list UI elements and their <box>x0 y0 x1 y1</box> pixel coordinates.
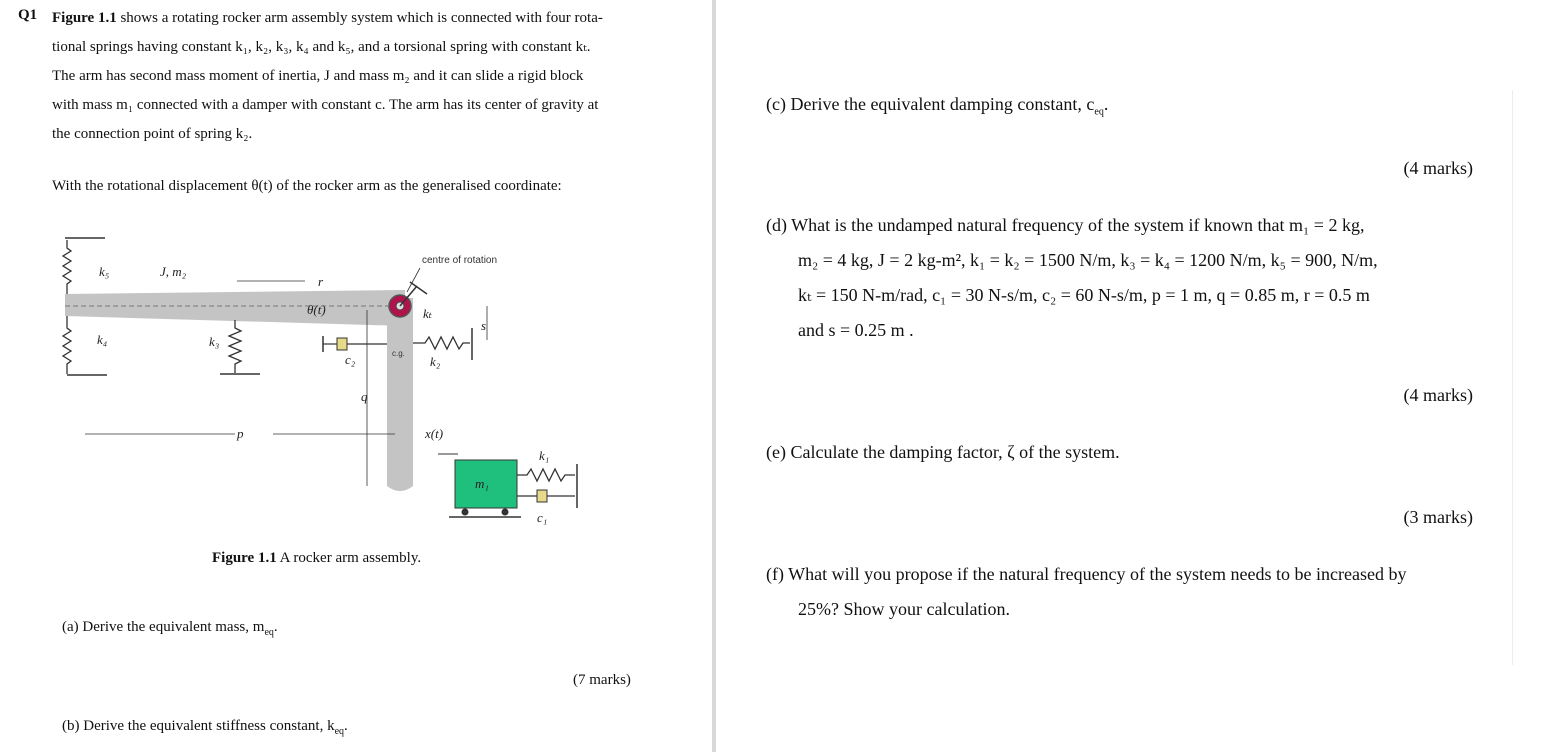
label-r: r <box>318 274 324 289</box>
figure-caption <box>212 550 421 567</box>
part-a-subscript: eq <box>264 627 274 638</box>
coordinate-text: With the rotational displacement θ(t) of the rocker arm as the generalised coordinate: <box>52 178 562 194</box>
intro-line-2: tional springs having constant k₁, k₂, k₃, k₄ and k₅, and a torsional spring with constant kₜ. <box>52 39 591 55</box>
wheel-left <box>462 509 469 516</box>
left-page <box>0 0 712 752</box>
part-a-marks: (7 marks) <box>573 672 631 688</box>
intro-line-5: the connection point of spring k₂. <box>52 126 253 142</box>
label-J-m2: J, m₂ <box>160 264 187 279</box>
part-d-line-4: and s = 0.25 m . <box>798 320 914 340</box>
part-b-end: . <box>344 718 348 734</box>
part-f-line-1: (f) What will you propose if the natural frequency of the system needs to be increased by <box>766 564 1407 584</box>
spring-k3 <box>229 320 241 373</box>
part-d-marks: (4 marks) <box>1403 385 1473 405</box>
spring-k2 <box>413 337 470 349</box>
question-intro <box>52 4 652 149</box>
label-k2: k₂ <box>430 354 441 369</box>
spring-k5 <box>63 240 71 296</box>
intro-line-4: with mass m₁ connected with a damper with constant c. The arm has its center of gravity at <box>52 97 599 113</box>
label-kt: kₜ <box>423 306 432 321</box>
label-s: s <box>481 318 487 333</box>
part-b-text: (b) Derive the equivalent stiffness constant, k <box>62 718 335 734</box>
damper-c1 <box>537 490 547 502</box>
part-d-line-1: (d) What is the undamped natural frequency of the system if known that m₁ = 2 kg, <box>766 215 1365 235</box>
label-theta: θ(t) <box>307 302 326 317</box>
part-c <box>766 94 1108 118</box>
intro-line-1-text: shows a rotating rocker arm assembly system which is connected with four rota- <box>116 10 603 26</box>
damper-c2 <box>337 338 347 350</box>
rocker-arm-figure <box>55 228 595 538</box>
part-a-end: . <box>273 619 278 635</box>
right-page <box>716 0 1542 752</box>
caption-text: A rocker arm assembly. <box>276 550 422 566</box>
label-k5: k₅ <box>99 264 110 279</box>
label-k3: k₃ <box>209 334 220 349</box>
part-c-text: (c) Derive the equivalent damping constant, c <box>766 94 1095 114</box>
label-q: q <box>361 389 368 404</box>
part-c-marks: (4 marks) <box>1403 158 1473 178</box>
wheel-right <box>502 509 509 516</box>
part-a-text: (a) Derive the equivalent mass, m <box>62 619 265 635</box>
part-b <box>62 718 348 737</box>
part-c-subscript: eq <box>1094 106 1104 118</box>
label-k4: k₄ <box>97 332 108 347</box>
caption-ref: Figure 1.1 <box>212 550 277 566</box>
rocker-arm-vertical <box>387 298 413 491</box>
part-d-line-2: m₂ = 4 kg, J = 2 kg-m², k₁ = k₂ = 1500 N/m, k₃ = k₄ = 1200 N/m, k₅ = 900, N/m, <box>798 250 1378 270</box>
question-label: Q1 <box>18 7 38 23</box>
intro-line-1 <box>52 4 652 33</box>
part-d-line-3: kₜ = 150 N-m/rad, c₁ = 30 N-s/m, c₂ = 60 N-s/m, p = 1 m, q = 0.85 m, r = 0.5 m <box>798 285 1370 305</box>
part-a <box>62 619 278 638</box>
label-m1: m₁ <box>475 476 489 491</box>
figure-reference: Figure 1.1 <box>52 10 117 26</box>
intro-line-3: The arm has second mass moment of inertia, J and mass m₂ and it can slide a rigid block <box>52 68 584 84</box>
label-cg: c.g. <box>392 349 405 358</box>
part-e: (e) Calculate the damping factor, ζ of the system. <box>766 442 1120 462</box>
spring-k4 <box>63 316 71 374</box>
part-b-subscript: eq <box>334 726 345 737</box>
part-f-line-2: 25%? Show your calculation. <box>798 599 1010 619</box>
part-e-marks: (3 marks) <box>1403 507 1473 527</box>
right-page-edge <box>1512 90 1513 665</box>
label-x: x(t) <box>425 426 444 441</box>
spring-k1 <box>517 469 575 481</box>
label-p: p <box>237 426 244 441</box>
label-c2: c₂ <box>345 352 356 367</box>
label-c1: c₁ <box>537 510 548 525</box>
label-k1: k₁ <box>539 448 550 463</box>
label-centre-of-rotation: centre of rotation <box>422 255 498 266</box>
part-c-end: . <box>1103 94 1109 114</box>
